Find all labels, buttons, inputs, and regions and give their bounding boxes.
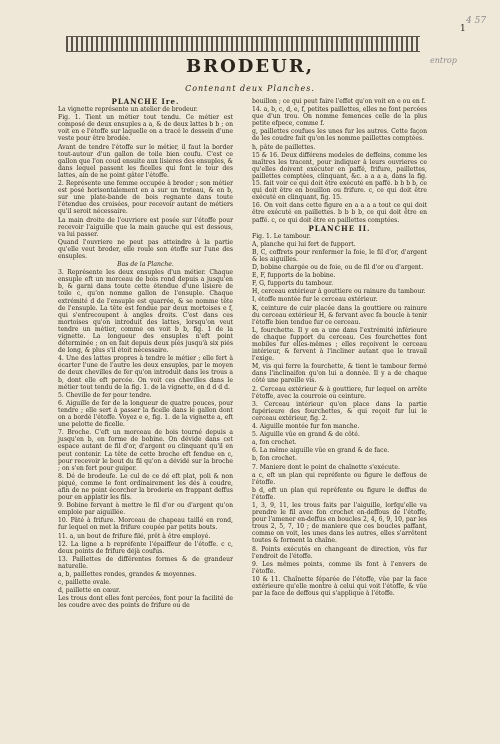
paragraph: 13. Paillettes de différentes formes & de grandeur naturelle. xyxy=(58,555,233,570)
pencil-annotation-2: entrop xyxy=(430,56,457,65)
paragraph: 2. Représente une femme occupée à broder ; son métier est posé horisontalement en a sur un treteau, & en b, sur une plate-bande de bois regnante dans toute l'étendue des croisées, pour recevoir autant de métiers qu'il seroit nécessaire. xyxy=(58,180,233,216)
paragraph: F, G, fupports du tambour. xyxy=(252,280,334,288)
paragraph: 10 & 11. Chaînette féparée de l'étoffe, vûe par la face extérieure qu'elle montre à celui qui voit l'étoffe, & vûe par la face de deffous qui s'applique à l'étoffe. xyxy=(252,575,427,598)
paragraph: a, fon crochet. xyxy=(252,439,297,447)
paragraph: La main droite de l'ouvriere est posée sur l'étoffe pour recevoir l'aiguille que la main gauche qui est dessous, va lui passer. xyxy=(58,216,233,238)
paragraph: 6. Aiguille de fer de la longueur de quatre pouces, pour tendre ; elle sert à passer la ficelle dans le gallon dont on a bordé l'étoffe. Voyez e e, fig. 1. de la vignette a, eft une pelotte de ficelle. xyxy=(58,399,233,429)
paragraph: h, pâte de paillettes. xyxy=(252,143,316,151)
paragraph: H, cerceau extérieur à gouttiere ou rainure du tambour. xyxy=(252,288,426,296)
paragraph: D, bobine chargée ou de foie, ou de fil d'or ou d'argent. xyxy=(252,264,424,272)
right-column xyxy=(252,98,427,598)
paragraph: 3. Cerceau intérieur qu'on place dans la partie fupérieure des fourchettes, & qui reçoit fur lui le cerceau extérieur, fig. 2. xyxy=(252,400,427,422)
paragraph: 9. Bobine fervant à mettre le fil d'or ou d'argent qu'on emploie par aiguillée. xyxy=(58,502,233,517)
paragraph: K, ceinture de cuir placée dans la gouttiere ou rainure du cerceau extérieur H, & fervant avec fa boucle à tenir l'étoffe bien tendue fur ce cerceau. xyxy=(252,304,427,326)
paragraph: a, b, paillettes rondes, grandes & moyennes. xyxy=(58,571,197,578)
left-column xyxy=(58,98,233,610)
paragraph: bouillon ; ce qui peut faire l'effet qu'on voit en e ou en f. xyxy=(252,98,426,105)
paragraph: I, étoffe montée fur le cerceau extérieur. xyxy=(252,296,378,304)
paragraph: 12. La ligne a b repréfente l'épaiffeur de l'étoffe. c c, deux points de frifure déjà coufus. xyxy=(58,540,233,555)
paragraph: 4. Une des lattes propres à tendre le métier ; elle fert à écarter l'une de l'autre les deux ensuples, par le moyen de deux chevilles de fer qu'on introduit dans les trous a b, dont elle eft percée. On voit ces chevilles dans le métier tout tendu de la fig. 1. de la vignette, en d d d d. xyxy=(58,355,233,391)
paragraph: 16. On voit dans cette figure en a a a a tout ce qui doit être exécuté en paillettes. b b b b, ce qui doit être en paffé. c, ce qui doit être en paillettes comptées. xyxy=(252,202,427,224)
paragraph: b d, eft un plan qui repréfente ou figure le deffus de l'étoffe. xyxy=(252,486,427,501)
paragraph: Fig. 1. Le tambour. xyxy=(252,232,311,240)
section-subheading: Bas de la Planche. xyxy=(117,261,174,269)
paragraph: c, paillette ovale. xyxy=(58,579,111,587)
paragraph: 2. Cerceau extérieur & à gouttiere, fur lequel on arrête l'étoffe, avec la courroie ou ceinture. xyxy=(252,385,427,400)
paragraph: 7. Maniere dont le point de chaînette s'exécute. xyxy=(252,463,400,471)
pencil-annotation: 4 57 xyxy=(466,16,487,26)
paragraph: a c, eft un plan qui repréfente ou figure le deffous de l'étoffe. xyxy=(252,471,427,486)
paragraph: Les trous dont elles font percées, font pour la facilité de les coudre avec des points de frifure ou de xyxy=(58,595,233,610)
paragraph: La vignette représente un atelier de brodeur. xyxy=(58,106,198,114)
paragraph: 7. Broche. C'eft un morceau de bois tourné depuis a jusqu'en b, en forme de bobine. On dévide dans cet espace autant de fil d'or, d'argent ou clinquant qu'il en peut contenir. La tête de cette broche eft fendue en c, pour recevoir le bout du fil qu'on a dévidé sur la broche ; on s'en fert pour guiper. xyxy=(58,429,233,472)
paragraph: 9. Les mêmes points, comme ils font à l'envers de l'étoffe. xyxy=(252,560,427,575)
paragraph: 1, 3, 9, 11, les trous faits par l'aiguille, lorfqu'elle va prendre le fil avec fon crochet en-deffous de l'étoffe, pour l'amener en-deffus en boucles 2, 4, 6, 9, 10, par les trous 2, 5, 7, 10 ; de maniere que ces boucles paffant, comme on voit, les unes dans les autres, elles s'arrêtent toutes & forment la chaîne. xyxy=(252,501,427,545)
paragraph: 6. La même aiguille vûe en grand & de face. xyxy=(252,447,390,455)
paragraph: E, F, fupports de la bobine. xyxy=(252,272,336,280)
paragraph: Fig. 1. Tient un métier tout tendu. Ce métier est composé de deux ensuples a a, & de deux lattes b b ; on voit en e l'étoffe sur laquelle on a tracé le dessein d'une veste pour être brodée. xyxy=(58,114,233,143)
paragraph: Quand l'ouvriere ne peut pas atteindre à la partie qu'elle veut broder, elle roule son étoffe sur l'une des ensuples. xyxy=(58,238,233,260)
paragraph: Avant de tendre l'étoffe sur le métier, il faut la border tout-autour d'un gallon de toile bien coufu. C'est ce gallon que l'on coud ensuite aux lisieres des ensuples, & dans lequel passent les ficelles qui font le tour des lattes, ain de ne point gâter l'étoffe. xyxy=(58,143,233,179)
paragraph: 14. a, b, c, d, e, f, petites paillettes, elles ne font percées que d'un trou. On nomme femences celle de la plus petite efpece, comme f. xyxy=(252,106,427,128)
paragraph: b, fon crochet. xyxy=(252,455,297,463)
paragraph: 10. Pâté à frifure. Morceau de chapeau taillé en rond, fur lequel on met la frifure coupée par petits bouts. xyxy=(58,517,233,532)
plate-heading: PLANCHE Ire. xyxy=(111,97,180,106)
page-number: 1 xyxy=(460,24,466,34)
paragraph: 4. Aiguille montée fur fon manche. xyxy=(252,423,360,431)
paragraph: B, C, coffrets pour renfermer la foie, le fil d'or, d'argent & les aiguilles. xyxy=(252,248,427,263)
paragraph: 15 & 16. Deux différens modeles de deffeins, comme les maîtres les tracent, pour indiquer à leurs ouvrieres ce qu'elles doivent exécuter en paffé, frifure, paillettes, paillettes comptées, clinquant, &c. a a a a, dans la fig. 15. fait voir ce qui doit être exécuté en paffé. b b b b, ce qui doit être en bouillon ou frifure. c, ce qui doit être exécuté en clinquant, fig. 15. xyxy=(252,151,427,202)
paragraph: 8. Points exécutés en changeant de direction, vûs fur l'endroit de l'étoffe. xyxy=(252,545,427,560)
paragraph: 3. Représente les deux ensuples d'un métier. Chaque ensuple eft un morceau de bois rond depuis a jusqu'en b, & garni dans toute cette étendue d'une lisiere de toile c, qu'on nomme gallon de l'ensuple. Chaque extrémité d de l'ensuple est quarrée, & se nomme tête de l'ensuple. La tête est fendue par deux mortoises e f, qui s'entrecoupent à angles droits. C'est dans ces mortoises qu'on introduit des lattes, lorsqu'on veut tendre un métier, comme on voit b b, fig. 1 de la vignette. La longueur des ensuples n'eft point déterminée ; on en fait depuis deux piés jusqu'à six piés de long, & plus s'il étoit nécessaire. xyxy=(58,269,233,355)
decorative-border xyxy=(66,36,420,52)
paragraph: g, paillettes coufues les unes fur les autres. Cette façon de les coudre fait qu'on les nomme paillettes comptées. xyxy=(252,128,427,143)
paragraph: L, fourchette. Il y en a une dans l'extrémité inférieure de chaque fupport du cerceau. Ces fourchettes font mobiles fur elles-mêmes ; elles reçoivent le cerceau intérieur, & fervent à l'incliner autant que le travail l'exige. xyxy=(252,326,427,363)
paragraph: 5. Cheville de fer pour tendre. xyxy=(58,391,152,399)
paragraph: 8. Dé de brodeufe. Le cul de ce dé eft plat, poli & non piqué, comme le font ordinairement les dés à coudre, afin de ne point écorcher la broderie en frappant deffus pour en applatir les fils. xyxy=(58,472,233,502)
page-title: BRODEUR, xyxy=(185,56,315,77)
paragraph: 5. Aiguille vûe en grand & de côté. xyxy=(252,431,360,439)
page-subtitle: Contenant deux Planches. xyxy=(185,84,315,93)
paragraph: A, planche qui lui fert de fupport. xyxy=(252,240,356,248)
paragraph: M, vis qui ferre la fourchette, & tient le tambour fermé dans l'inclinaifon qu'on lui a donnée. Il y a de chaque côté une pareille vis. xyxy=(252,363,427,385)
paragraph: 11. a, un bout de frifure filé, prêt à être employé. xyxy=(58,532,211,540)
plate-heading: PLANCHE II. xyxy=(308,223,371,233)
paragraph: d, paillette en cœur. xyxy=(58,587,121,595)
